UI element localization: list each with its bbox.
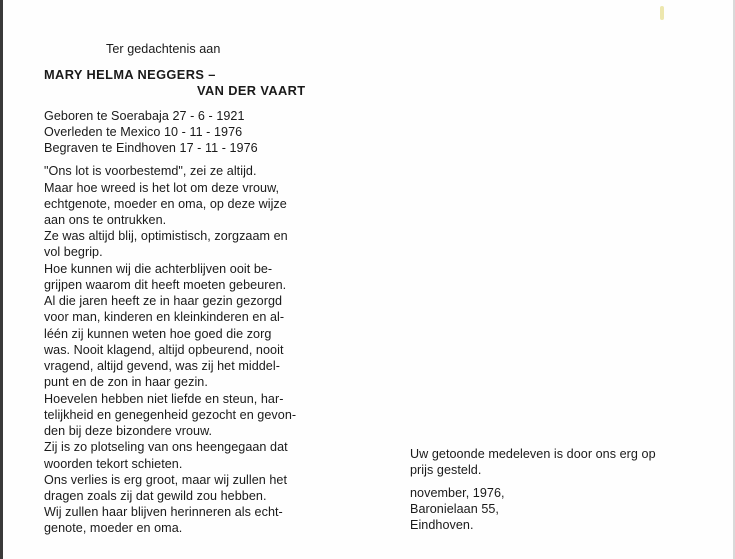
body-line: genote, moeder en oma. <box>44 521 183 535</box>
body-line: was. Nooit klagend, altijd opbeurend, nooit <box>44 343 284 357</box>
body-line: Ons verlies is erg groot, maar wij zullen het <box>44 473 288 487</box>
body-line: Ze was altijd blij, optimistisch, zorgzaam en <box>44 229 288 243</box>
body-line: vol begrip. <box>44 245 103 259</box>
intro-text: Ter gedachtenis aan <box>106 42 221 56</box>
body-line: Maar hoe wreed is het lot om deze vrouw, <box>44 181 280 195</box>
body-line: léén zij kunnen weten hoe goed die zorg <box>44 327 272 341</box>
closing-city: Eindhoven. <box>410 518 474 532</box>
body-line: aan ons te ontrukken. <box>44 213 167 227</box>
body-line: vragend, altijd gevend, was zij het middel- <box>44 359 280 373</box>
birth-line: Geboren te Soerabaja 27 - 6 - 1921 <box>44 109 245 123</box>
body-line: "Ons lot is voorbestemd", zei ze altijd. <box>44 164 257 178</box>
body-line: woorden tekort schieten. <box>44 457 183 471</box>
deceased-name-line1: MARY HELMA NEGGERS – <box>44 67 216 82</box>
deceased-name-line2: VAN DER VAART <box>197 83 306 98</box>
body-line: Al die jaren heeft ze in haar gezin gezorgd <box>44 294 283 308</box>
thanks-line: prijs gesteld. <box>410 463 482 477</box>
burial-line: Begraven te Eindhoven 17 - 11 - 1976 <box>44 141 258 155</box>
body-line: Zij is zo plotseling van ons heengegaan dat <box>44 440 288 454</box>
body-line: Hoevelen hebben niet liefde en steun, har- <box>44 392 284 406</box>
body-line: Hoe kunnen wij die achterblijven ooit be- <box>44 262 273 276</box>
body-line: dragen zoals zij dat gewild zou hebben. <box>44 489 267 503</box>
body-line: voor man, kinderen en kleinkinderen en al- <box>44 310 285 324</box>
closing-date: november, 1976, <box>410 486 505 500</box>
paper-stain <box>660 6 664 20</box>
closing-address: Baronielaan 55, <box>410 502 499 516</box>
thanks-line: Uw getoonde medeleven is door ons erg op <box>410 447 656 461</box>
body-line: den bij deze bizondere vrouw. <box>44 424 213 438</box>
body-line: Wij zullen haar blijven herinneren als echt- <box>44 505 283 519</box>
body-line: telijkheid en genegenheid gezocht en gevon- <box>44 408 297 422</box>
body-line: grijpen waarom dit heeft moeten gebeuren. <box>44 278 287 292</box>
body-line: echtgenote, moeder en oma, op deze wijze <box>44 197 287 211</box>
card-left-edge <box>0 0 3 559</box>
death-line: Overleden te Mexico 10 - 11 - 1976 <box>44 125 243 139</box>
body-line: punt en de zon in haar gezin. <box>44 375 208 389</box>
